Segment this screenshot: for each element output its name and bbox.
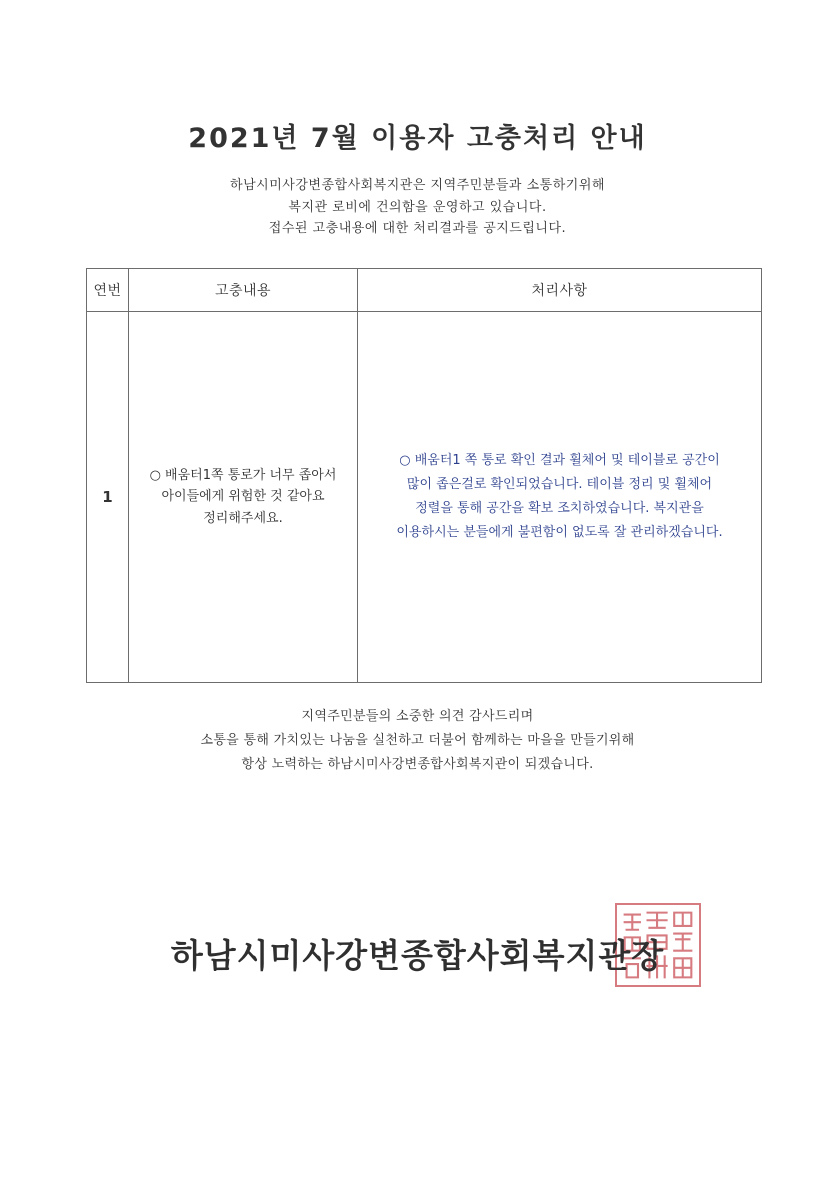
action-line: 정렬을 통해 공간을 확보 조치하였습니다. 복지관을 [415,501,704,516]
intro-line: 접수된 고충내용에 대한 처리결과를 공지드립니다. [268,221,567,236]
table-header-row [87,269,762,312]
intro-text [0,175,835,240]
header-number: 연번 [87,269,129,312]
closing-line: 항상 노력하는 하남시미사강변종합사회복지관이 되겠습니다. [241,757,594,772]
row-number: 1 [87,312,129,683]
action-line: 이용하시는 분들에게 불편함이 없도록 잘 관리하겠습니다. [396,525,723,540]
header-action: 처리사항 [358,269,762,312]
closing-line: 지역주민분들의 소중한 의견 감사드리며 [301,709,534,724]
action-cell [358,312,762,683]
complaint-line: ○ 배움터1쪽 통로가 너무 좁아서 [149,467,337,483]
complaint-table [86,268,762,683]
closing-line: 소통을 통해 가치있는 나눔을 실천하고 더불어 함께하는 마을을 만들기위해 [200,733,635,748]
intro-line: 복지관 로비에 건의함을 운영하고 있습니다. [288,199,547,215]
table-row [87,312,762,683]
signature-text: 하남시미사강변종합사회복지관장 [170,936,665,975]
complaint-line: 정리해주세요. [203,510,283,526]
intro-line: 하남시미사강변종합사회복지관은 지역주민분들과 소통하기위해 [230,178,605,193]
header-complaint: 고충내용 [129,269,358,312]
complaint-line: 아이들에게 위험한 것 같아요 [161,489,325,505]
page-title: 2021년 7월 이용자 고충처리 안내 [188,123,647,154]
complaint-cell [129,312,358,683]
closing-text [0,705,835,777]
action-line: 많이 좁은걸로 확인되었습니다. 테이블 정리 및 휠체어 [406,477,713,492]
action-line: ○ 배움터1 쪽 통로 확인 결과 휠체어 및 테이블로 공간이 [399,453,720,468]
